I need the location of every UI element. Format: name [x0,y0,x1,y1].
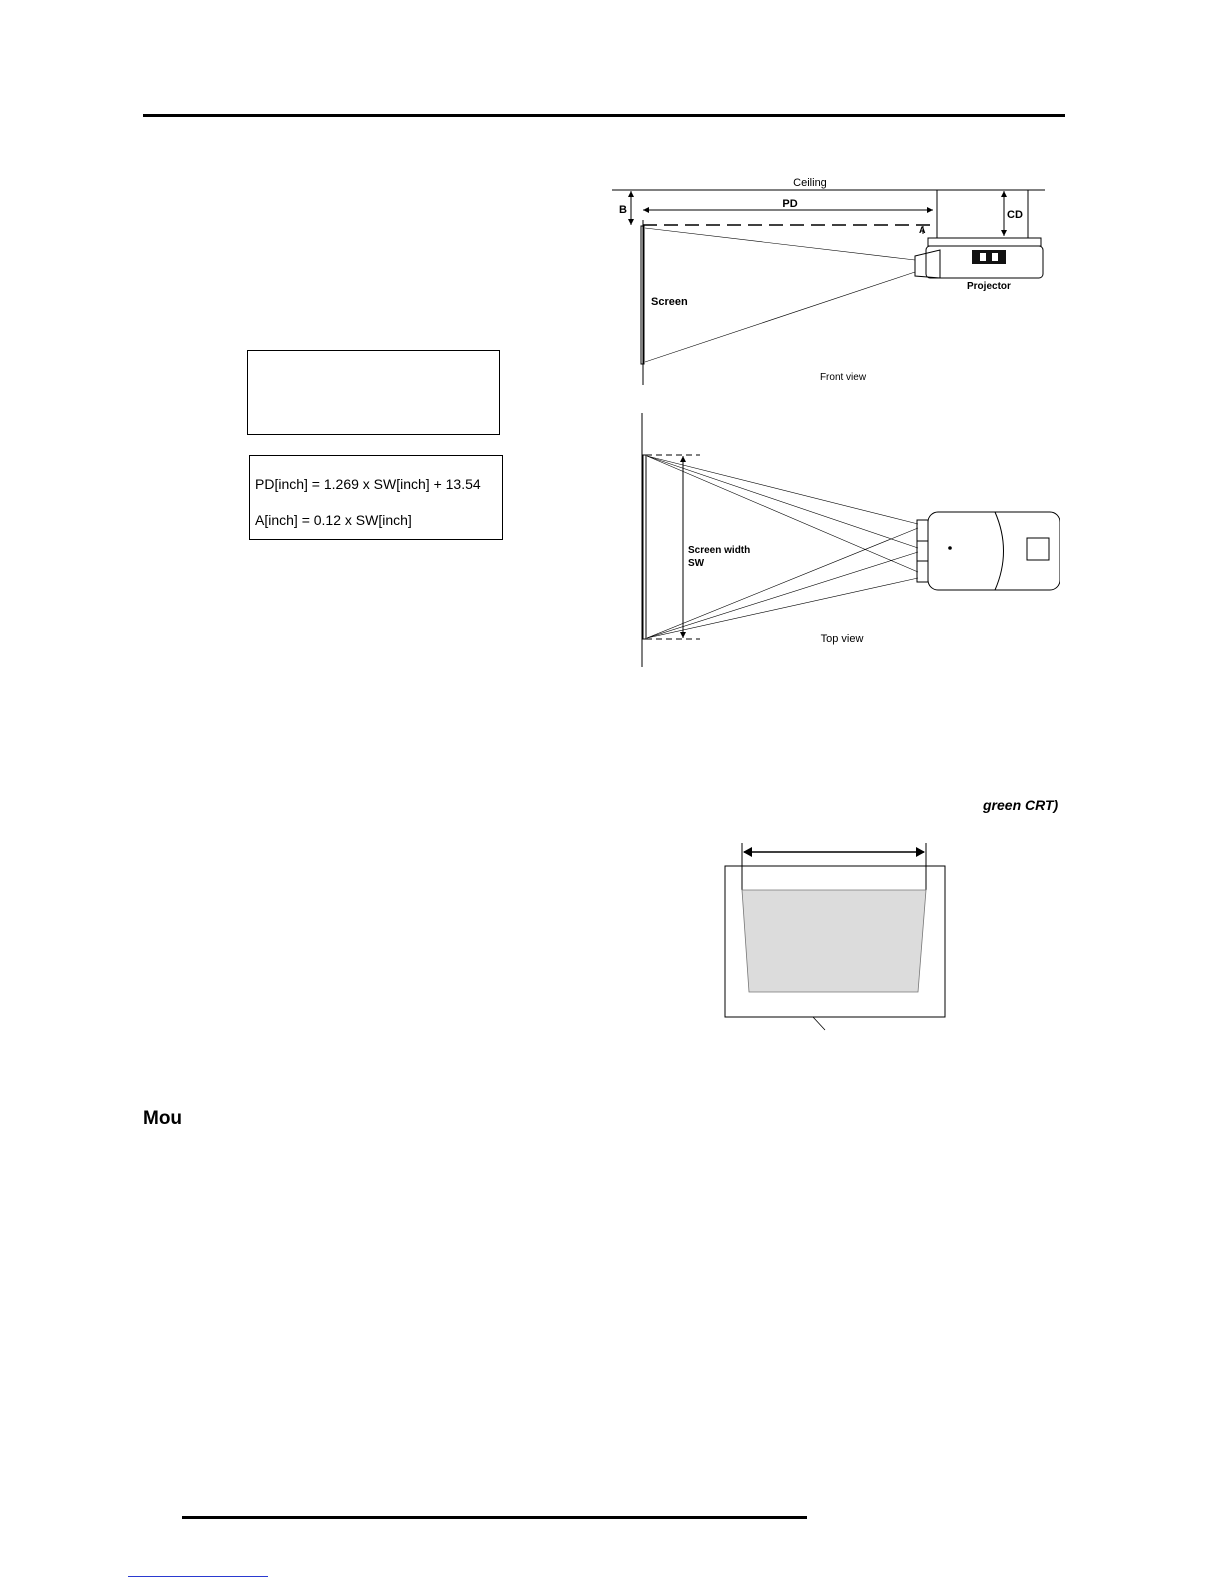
projector-label: Projector [967,281,1011,292]
a-label: A [919,225,926,235]
a-formula: A[inch] = 0.12 x SW[inch] [255,512,412,528]
footer-rule [182,1516,807,1519]
screen-width-label: Screen width [688,545,751,556]
pd-label: PD [782,198,798,210]
front-view-diagram [600,170,1060,395]
blank-box [247,350,500,435]
top-view-diagram [630,410,1060,670]
sw-label: SW [688,558,705,569]
header-rule [143,114,1065,117]
pd-formula: PD[inch] = 1.269 x SW[inch] + 13.54 [255,476,481,492]
keystone-diagram [720,840,950,1035]
section-heading: Mou [143,1108,183,1129]
cd-label: CD [1007,209,1023,221]
footer-link-underline[interactable] [128,1576,268,1577]
body-text-fragment: green CRT) [983,797,1059,813]
b-label: B [619,204,627,216]
top-view-caption: Top view [820,633,864,645]
ceiling-label: Ceiling [793,177,827,189]
screen-label: Screen [651,296,688,308]
front-view-caption: Front view [819,372,867,383]
formula-box [249,455,503,540]
